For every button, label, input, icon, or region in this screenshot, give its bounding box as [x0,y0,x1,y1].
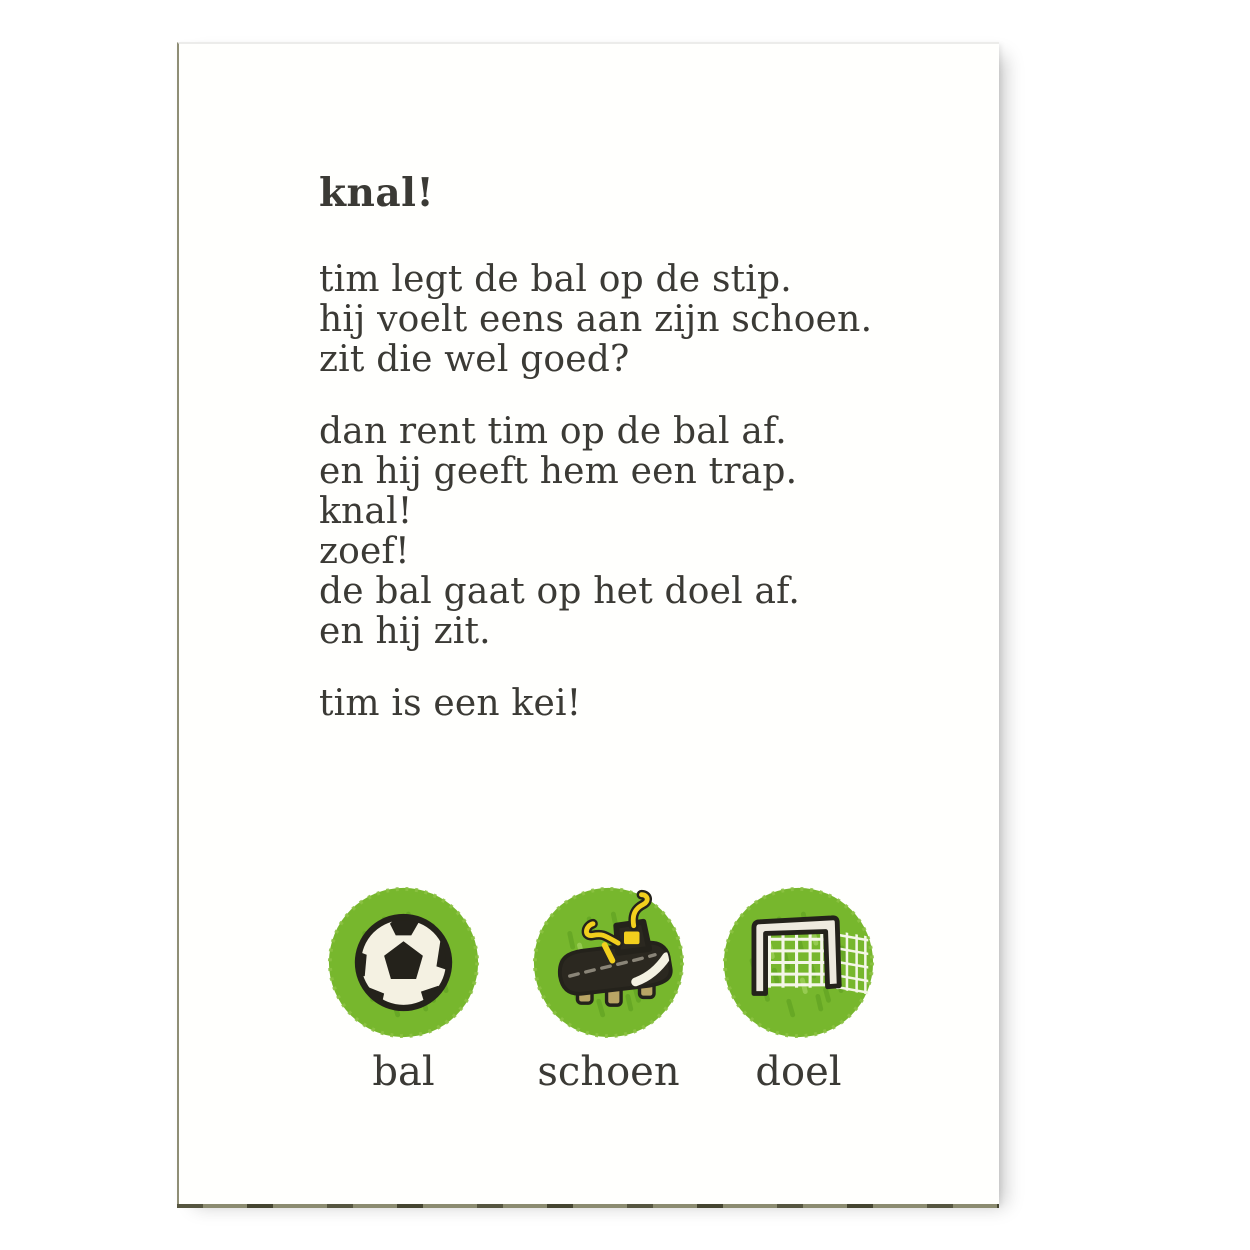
story-title: knal! [319,170,435,216]
page-bottom-edge [177,1204,999,1208]
vocab-item-bal [326,885,481,1094]
stanza-2 [319,412,939,652]
story-line: dan rent tim op de bal af. [319,411,787,452]
soccer-ball-icon [326,885,481,1040]
soccer-shoe-icon [531,885,686,1040]
vocab-label-doel: doel [755,1049,842,1095]
story-line: tim legt de bal op de stip. [319,259,792,300]
vocab-item-doel [721,885,876,1094]
story-line: en hij geeft hem een trap. [319,451,798,492]
vocab-item-schoen [531,885,686,1094]
goal-icon [721,885,876,1040]
vocab-label-schoen: schoen [537,1049,680,1095]
book-page [177,42,999,1204]
story-line: en hij zit. [319,611,491,652]
story-line: hij voelt eens aan zijn schoen. [319,299,873,340]
story-line: knal! [319,491,413,532]
stanza-1 [319,260,939,380]
story-line: tim is een kei! [319,683,582,724]
story-text [319,172,939,724]
story-line: zoef! [319,531,410,572]
stanza-3 [319,684,939,724]
vocab-label-bal: bal [372,1049,435,1095]
story-line: zit die wel goed? [319,339,630,380]
story-line: de bal gaat op het doel af. [319,571,801,612]
